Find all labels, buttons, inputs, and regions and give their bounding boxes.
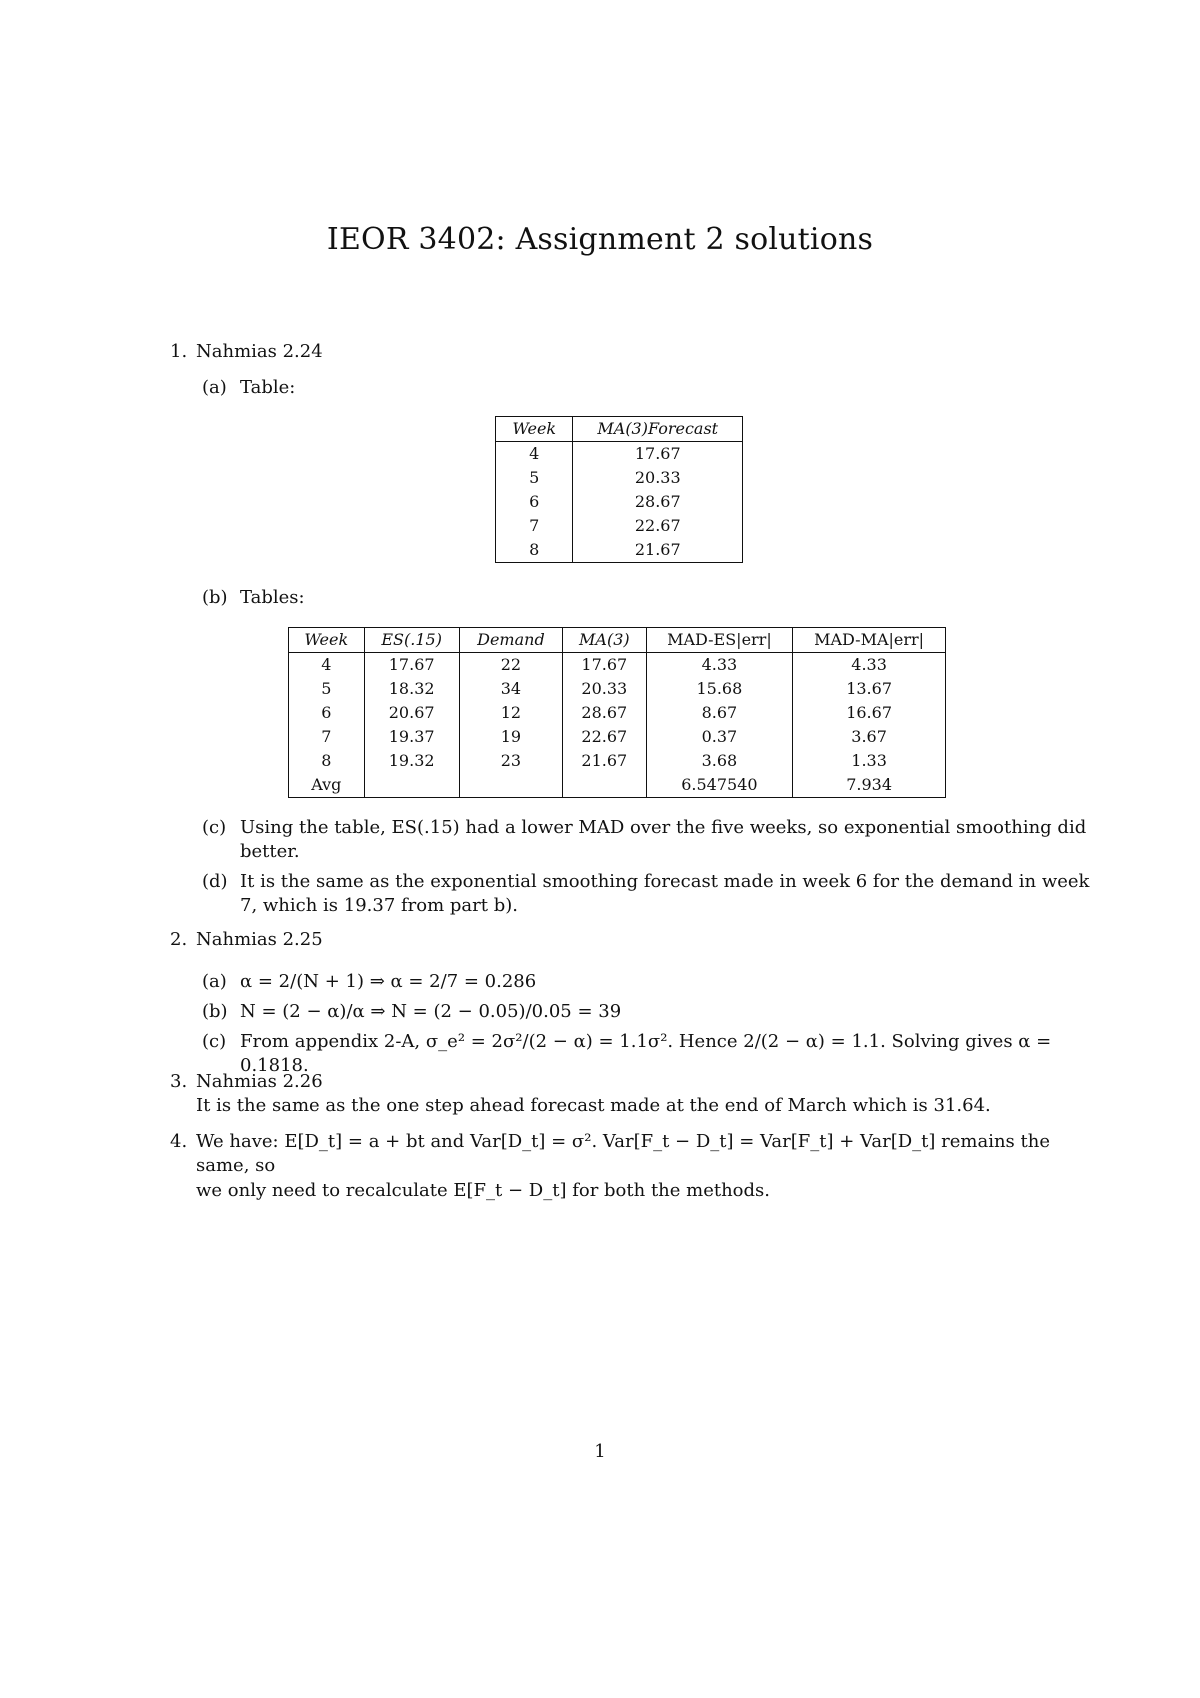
problem-1d-text: It is the same as the exponential smoothing forecast made in week 6 for the demand in week 7, which is 19.37 from part b). [240, 871, 1090, 917]
table-cell: 5 [289, 677, 365, 701]
table-cell: 1.33 [793, 749, 946, 773]
problem-1a-label: (a) [202, 377, 227, 398]
page-number: 1 [594, 1441, 606, 1462]
table-cell: 22.67 [563, 725, 647, 749]
table-cell: 7 [289, 725, 365, 749]
table-cell: Avg [289, 773, 365, 798]
problem-2b-text: N = (2 − α)/α ⇒ N = (2 − 0.05)/0.05 = 39 [240, 1001, 622, 1022]
problem-2c-formula: σ_e² = 2σ²/(2 − α) = 1.1σ². [425, 1031, 674, 1052]
table-cell: 7.934 [793, 773, 946, 798]
problem-2c-text-pre: From appendix 2-A, [240, 1031, 426, 1052]
es-ma-comparison-table [288, 627, 946, 798]
problem-1b [202, 586, 1102, 610]
table-cell: 23 [459, 749, 562, 773]
table-cell: 19.37 [364, 725, 459, 749]
problem-2b [202, 1000, 1102, 1024]
table-cell: 18.32 [364, 677, 459, 701]
problem-2a-text: α = 2/(N + 1) ⇒ α = 2/7 = 0.286 [240, 971, 537, 992]
table-cell [364, 773, 459, 798]
table-row [289, 677, 946, 701]
table-cell: 7 [496, 514, 573, 538]
table-cell: 20.67 [364, 701, 459, 725]
problem-2 [170, 928, 1105, 952]
problem-4-text-line1: We have: E[D_t] = a + bt and Var[D_t] = σ². Var[F_t − D_t] = Var[F_t] + Var[D_t] remains the same, so [196, 1131, 1050, 1177]
table-cell: 8 [289, 749, 365, 773]
table-row [496, 466, 743, 490]
table-header: MAD-MA|err| [793, 628, 946, 653]
problem-1c-text: Using the table, ES(.15) had a lower MAD over the five weeks, so exponential smoothing did better. [240, 817, 1087, 863]
table-cell: 6.547540 [646, 773, 793, 798]
table-header: MA(3) [563, 628, 647, 653]
table-cell: 17.67 [364, 653, 459, 678]
table-cell: 15.68 [646, 677, 793, 701]
problem-1b-text: Tables: [240, 587, 305, 608]
problem-2b-label: (b) [202, 1001, 228, 1022]
table-cell: 17.67 [563, 653, 647, 678]
table-row [289, 701, 946, 725]
table-cell: 3.67 [793, 725, 946, 749]
table-cell: 12 [459, 701, 562, 725]
problem-2c-label: (c) [202, 1031, 227, 1052]
table-header: Demand [459, 628, 562, 653]
problem-1d-label: (d) [202, 871, 228, 892]
document-title: IEOR 3402: Assignment 2 solutions [326, 222, 874, 257]
problem-1b-label: (b) [202, 587, 228, 608]
table-header: Week [496, 417, 573, 442]
problem-1c-label: (c) [202, 817, 227, 838]
problem-3-text: It is the same as the one step ahead forecast made at the end of March which is 31.64. [196, 1095, 991, 1117]
problem-3-heading: Nahmias 2.26 [196, 1071, 323, 1092]
ma3-forecast-table [495, 416, 743, 563]
table-row [289, 653, 946, 678]
table-header: ES(.15) [364, 628, 459, 653]
problem-2-heading: Nahmias 2.25 [196, 929, 323, 950]
problem-1-heading: Nahmias 2.24 [196, 341, 323, 362]
problem-4 [170, 1130, 1105, 1203]
table-cell: 20.33 [573, 466, 743, 490]
problem-2a-label: (a) [202, 971, 227, 992]
table-cell: 5 [496, 466, 573, 490]
table-row [289, 749, 946, 773]
problem-4-number: 4. [170, 1131, 188, 1152]
table-cell: 8 [496, 538, 573, 563]
table-cell: 19.32 [364, 749, 459, 773]
table-row [496, 538, 743, 563]
table-cell: 22.67 [573, 514, 743, 538]
problem-3 [170, 1070, 1105, 1119]
table-cell: 4 [496, 442, 573, 467]
table-header: MA(3)Forecast [573, 417, 743, 442]
table-cell: 8.67 [646, 701, 793, 725]
table-cell: 13.67 [793, 677, 946, 701]
problem-1c [202, 816, 1102, 865]
table-cell: 16.67 [793, 701, 946, 725]
problem-4-text-line2: we only need to recalculate E[F_t − D_t] for both the methods. [196, 1179, 771, 1201]
table-row [496, 490, 743, 514]
problem-2-number: 2. [170, 929, 188, 950]
problem-1 [170, 340, 1105, 364]
table-header: Week [289, 628, 365, 653]
table-cell: 4.33 [646, 653, 793, 678]
table-cell [563, 773, 647, 798]
problem-1-number: 1. [170, 341, 188, 362]
table-cell: 0.37 [646, 725, 793, 749]
table-cell: 34 [459, 677, 562, 701]
table-cell: 21.67 [573, 538, 743, 563]
table-cell: 20.33 [563, 677, 647, 701]
table-cell: 4.33 [793, 653, 946, 678]
problem-1d [202, 870, 1102, 919]
table-cell: 17.67 [573, 442, 743, 467]
problem-1a-text: Table: [240, 377, 296, 398]
table-cell [459, 773, 562, 798]
table-cell: 6 [289, 701, 365, 725]
table-cell: 28.67 [573, 490, 743, 514]
table-cell: 4 [289, 653, 365, 678]
table-cell: 19 [459, 725, 562, 749]
table-row [496, 514, 743, 538]
problem-1a [202, 376, 1102, 400]
problem-2c-text-post: Hence 2/(2 − α) = 1.1. Solving gives α = 0.1818. [240, 1031, 1052, 1077]
problem-2a [202, 970, 1102, 994]
table-row [496, 442, 743, 467]
table-cell: 28.67 [563, 701, 647, 725]
problem-3-number: 3. [170, 1071, 188, 1092]
table-row-average [289, 773, 946, 798]
table-cell: 6 [496, 490, 573, 514]
table-row [289, 725, 946, 749]
table-cell: 22 [459, 653, 562, 678]
table-cell: 21.67 [563, 749, 647, 773]
table-header: MAD-ES|err| [646, 628, 793, 653]
table-cell: 3.68 [646, 749, 793, 773]
